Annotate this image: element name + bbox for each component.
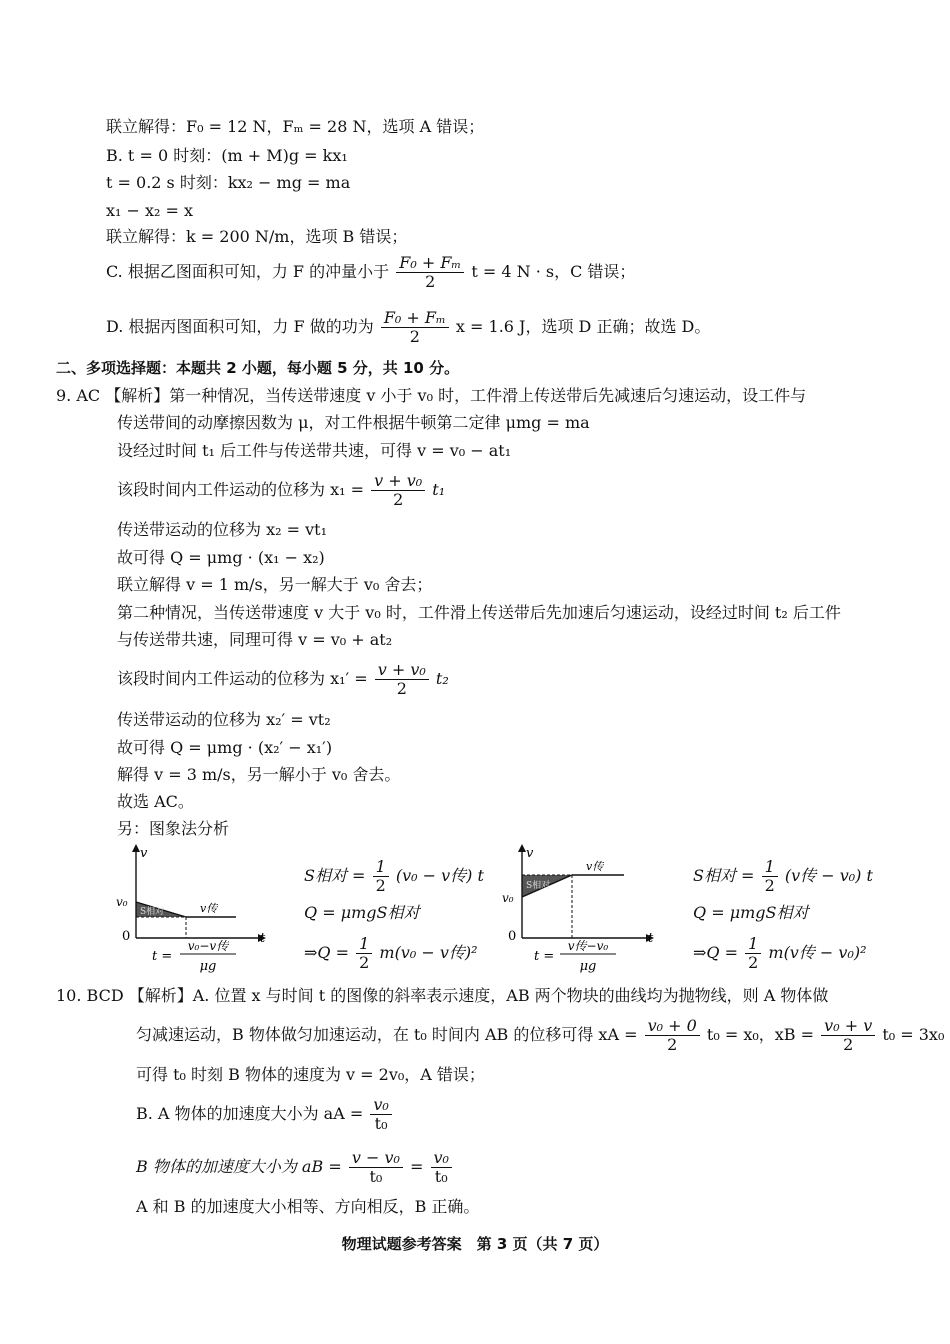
text-segment: = [410, 1157, 424, 1176]
axis-label-v: v [140, 846, 148, 861]
fraction [381, 309, 449, 346]
fraction-numerator: v − v₀ [349, 1149, 403, 1168]
formula-line [106, 309, 710, 346]
graph-right [496, 842, 686, 982]
v0-label: v₀ [116, 895, 128, 909]
fraction [356, 935, 372, 972]
fraction-numerator: v₀ + v [821, 1017, 875, 1036]
text-segment: D. 根据丙图面积可知，力 F 做的功为 [106, 317, 374, 336]
fraction [370, 1096, 391, 1133]
formula-line [136, 1017, 944, 1054]
text-line: B. t = 0 时刻：(m + M)g = kx₁ [106, 146, 348, 165]
text-line: 故可得 Q = μmg · (x₁ − x₂) [117, 548, 325, 567]
area-label: S相对 [526, 881, 551, 891]
fraction-numerator: 1 [745, 935, 761, 954]
fraction-denominator: 2 [425, 272, 436, 291]
fraction-denominator: t₀ [434, 1167, 448, 1186]
text-segment: B 物体的加速度大小为 aB = [136, 1157, 342, 1176]
formula-line [106, 254, 635, 291]
text-line: A 和 B 的加速度大小相等、方向相反，B 正确。 [136, 1197, 480, 1216]
t-denominator: μg [199, 959, 217, 974]
fraction-denominator: 2 [764, 876, 775, 895]
page-footer: 物理试题参考答案 第 3 页（共 7 页） [341, 1235, 609, 1253]
text-line: 传送带运动的位移为 x₂ = vt₁ [117, 520, 327, 539]
text-line: 设经过时间 t₁ 后工件与传送带共速，可得 v = v₀ − at₁ [117, 441, 512, 460]
fraction [396, 254, 464, 291]
question-9-line: 9. AC 【解析】第一种情况，当传送带速度 v 小于 v₀ 时，工件滑上传送带后先减速后匀速运动，设工件与 [56, 386, 807, 405]
fraction [375, 661, 429, 698]
fraction [373, 858, 389, 895]
text-segment: t₀ = 3x₀ [882, 1025, 945, 1044]
text-line: 另：图象法分析 [117, 819, 230, 838]
text-line: t = 0.2 s 时刻：kx₂ − mg = ma [106, 173, 351, 192]
text-segment: C. 根据乙图面积可知，力 F 的冲量小于 [106, 262, 390, 281]
text-line: 故可得 Q = μmg · (x₂′ − x₁′) [117, 738, 333, 757]
fraction-denominator: t₀ [374, 1114, 388, 1133]
fraction [821, 1017, 875, 1054]
fraction [371, 472, 425, 509]
formula-line [304, 935, 478, 972]
text-segment: (v传 − v₀) t [784, 866, 873, 885]
origin-label: 0 [508, 929, 517, 944]
text-line: 第二种情况，当传送带速度 v 大于 v₀ 时，工件滑上传送带后先加速后匀速运动，设经过时间 t₂ 后工件 [117, 603, 841, 622]
formula-line [693, 935, 867, 972]
fraction-denominator: 2 [409, 327, 420, 346]
fraction-denominator: 2 [393, 490, 404, 509]
fraction-numerator: v + v₀ [375, 661, 429, 680]
text-segment: S相对 = [693, 866, 755, 885]
formula-line [304, 858, 484, 895]
text-segment: x = 1.6 J，选项 D 正确；故选 D。 [455, 317, 711, 336]
t-equals: t = [152, 949, 173, 964]
belt-speed-label: v传 [200, 902, 218, 915]
text-line: 联立解得 v = 1 m/s，另一解大于 v₀ 舍去； [117, 575, 433, 594]
text-segment: t₀ = x₀，xB = [706, 1025, 815, 1044]
v0-label: v₀ [502, 891, 514, 905]
fraction-denominator: 2 [843, 1035, 854, 1054]
t-numerator: v传−v₀ [567, 939, 609, 953]
text-segment: ⇒Q = [304, 943, 350, 962]
text-segment: S相对 = [304, 866, 366, 885]
text-line: 故选 AC。 [117, 792, 194, 811]
formula-line [117, 472, 445, 509]
axis-label-v: v [526, 846, 534, 861]
fraction-denominator: 2 [359, 953, 370, 972]
belt-speed-label: v传 [586, 860, 604, 873]
text-line: Q = μmgS相对 [304, 903, 420, 922]
text-segment: 该段时间内工件运动的位移为 x₁ = [117, 480, 365, 499]
arrow-up-icon [132, 844, 140, 852]
fraction-numerator: 1 [373, 858, 389, 877]
arrow-up-icon [518, 844, 526, 852]
fraction-numerator: v₀ [431, 1149, 452, 1168]
fraction-numerator: F₀ + Fₘ [381, 309, 449, 328]
formula-line [136, 1149, 454, 1186]
text-segment: t = 4 N · s，C 错误； [471, 262, 636, 281]
fraction-numerator: v₀ [370, 1096, 391, 1115]
text-line: 与传送带共速，同理可得 v = v₀ + at₂ [117, 630, 393, 649]
axis-label-t: t [648, 931, 654, 946]
text-segment: t₁ [432, 480, 446, 499]
fraction [762, 858, 778, 895]
text-segment: ⇒Q = [693, 943, 739, 962]
t-denominator: μg [579, 959, 597, 974]
section-heading: 二、多项选择题：本题共 2 小题，每小题 5 分，共 10 分。 [56, 359, 460, 377]
fraction [349, 1149, 403, 1186]
fraction [645, 1017, 700, 1054]
question-10-line: 10. BCD 【解析】A. 位置 x 与时间 t 的图像的斜率表示速度，AB 两个物块的曲线均为抛物线，则 A 物体做 [56, 986, 829, 1005]
axis-label-t: t [260, 931, 266, 946]
fraction-denominator: 2 [375, 876, 386, 895]
fraction-denominator: 2 [748, 953, 759, 972]
text-segment: m(v传 − v₀)² [768, 943, 867, 962]
fraction-denominator: t₀ [369, 1167, 383, 1186]
text-segment: 该段时间内工件运动的位移为 x₁′ = [117, 669, 368, 688]
text-segment: m(v₀ − v传)² [379, 943, 478, 962]
text-line: 传送带运动的位移为 x₂′ = vt₂ [117, 710, 331, 729]
formula-line [136, 1096, 394, 1133]
origin-label: 0 [122, 929, 131, 944]
formula-line [117, 661, 449, 698]
t-equals: t = [534, 949, 555, 964]
text-line: 传送带间的动摩擦因数为 μ，对工件根据牛顿第二定律 μmg = ma [117, 413, 590, 432]
fraction-numerator: v + v₀ [371, 472, 425, 491]
text-line: x₁ − x₂ = x [106, 201, 194, 220]
graph-left [108, 842, 288, 982]
formula-line [693, 858, 873, 895]
text-line: 解得 v = 3 m/s，另一解小于 v₀ 舍去。 [117, 765, 401, 784]
text-line: 可得 t₀ 时刻 B 物体的速度为 v = 2v₀，A 错误； [136, 1065, 485, 1084]
text-line: Q = μmgS相对 [693, 903, 809, 922]
fraction-numerator: 1 [356, 935, 372, 954]
fraction [431, 1149, 452, 1186]
t-numerator: v₀−v传 [187, 939, 229, 953]
fraction-denominator: 2 [396, 679, 407, 698]
fraction-denominator: 2 [667, 1035, 678, 1054]
fraction [745, 935, 761, 972]
area-label: S相对 [140, 907, 165, 917]
text-line: 联立解得：k = 200 N/m，选项 B 错误； [106, 227, 408, 246]
text-segment: 匀减速运动，B 物体做匀加速运动，在 t₀ 时间内 AB 的位移可得 xA = [136, 1025, 638, 1044]
fraction-numerator: F₀ + Fₘ [396, 254, 464, 273]
text-line: 联立解得：F₀ = 12 N，Fₘ = 28 N，选项 A 错误； [106, 117, 485, 136]
text-segment: B. A 物体的加速度大小为 aA = [136, 1104, 364, 1123]
text-segment: (v₀ − v传) t [395, 866, 484, 885]
text-segment: t₂ [435, 669, 449, 688]
fraction-numerator: v₀ + 0 [645, 1017, 700, 1036]
fraction-numerator: 1 [762, 858, 778, 877]
